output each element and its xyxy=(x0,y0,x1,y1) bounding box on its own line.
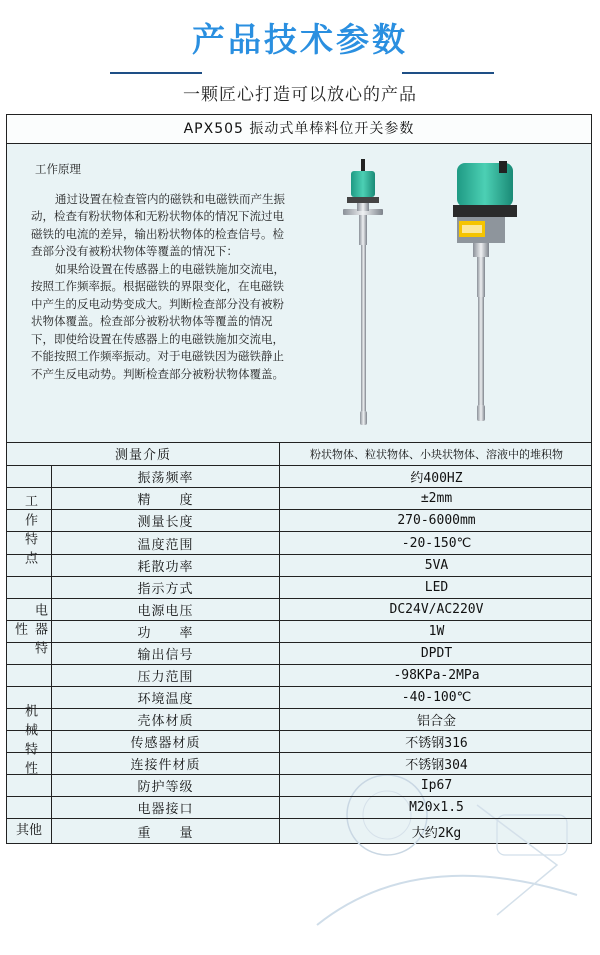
spec-value: 1W xyxy=(279,621,593,642)
spec-row xyxy=(7,819,591,843)
spec-row xyxy=(7,599,591,621)
spec-value: 270-6000mm xyxy=(279,510,593,531)
spec-value: LED xyxy=(279,577,593,598)
spec-value: 不锈钢304 xyxy=(279,753,593,774)
medium-row xyxy=(7,442,591,466)
divider-left xyxy=(110,72,202,74)
category-working: 工作特点 xyxy=(7,466,51,599)
spec-row xyxy=(7,709,591,731)
spec-row xyxy=(7,797,591,819)
spec-value: 大约2Kg xyxy=(279,819,593,843)
page-title: 产品技术参数 xyxy=(192,20,408,59)
spec-label: 功 率 xyxy=(51,621,279,642)
spec-value: 铝合金 xyxy=(279,709,593,730)
spec-label: 电源电压 xyxy=(51,599,279,620)
medium-label: 测量介质 xyxy=(114,448,171,463)
category-mechanical: 机械特性 xyxy=(7,665,51,819)
spec-label: 重 量 xyxy=(51,819,279,843)
principle-paragraph-1: 通过设置在检查管内的磁铁和电磁铁而产生振动，检查有粉状物体和无粉状物体的情况下流过电磁铁的电流的差异，输出粉状物体的检查信号。检查部分没有被粉状物体等覆盖的情况下： xyxy=(31,191,285,258)
spec-row xyxy=(7,621,591,643)
principle-heading: 工作原理 xyxy=(35,162,81,176)
spec-label: 温度范围 xyxy=(51,532,279,554)
spec-row xyxy=(7,532,591,555)
spec-value: 5VA xyxy=(279,555,593,576)
principle-text xyxy=(31,161,287,383)
spec-value: -20-150℃ xyxy=(279,532,593,554)
spec-label: 传感器材质 xyxy=(51,731,279,752)
spec-row xyxy=(7,643,591,665)
category-other: 其他 xyxy=(15,823,42,838)
spec-label: 测量长度 xyxy=(51,510,279,531)
spec-label: 压力范围 xyxy=(51,665,279,686)
table-caption: APX505 振动式单棒料位开关参数 xyxy=(7,115,591,144)
spec-value: DC24V/AC220V xyxy=(279,599,593,620)
spec-value: DPDT xyxy=(279,643,593,664)
spec-label: 连接件材质 xyxy=(51,753,279,774)
spec-value: 不锈钢316 xyxy=(279,731,593,752)
spec-label: 防护等级 xyxy=(51,775,279,796)
spec-row xyxy=(7,466,591,488)
principle-section xyxy=(7,143,591,443)
spec-value: Ip67 xyxy=(279,775,593,796)
spec-label: 电器接口 xyxy=(51,797,279,818)
spec-value: -40-100℃ xyxy=(279,687,593,708)
spec-value: ±2mm xyxy=(279,488,593,509)
spec-value: M20x1.5 xyxy=(279,797,593,818)
spec-value: 约400HZ xyxy=(279,466,593,487)
spec-row xyxy=(7,510,591,532)
spec-label: 输出信号 xyxy=(51,643,279,664)
category-electrical: 电器特性 xyxy=(7,599,51,665)
spec-row xyxy=(7,775,591,797)
divider-right xyxy=(402,72,494,74)
spec-row xyxy=(7,687,591,709)
spec-value: -98KPa-2MPa xyxy=(279,665,593,686)
spec-row xyxy=(7,555,591,577)
spec-label: 壳体材质 xyxy=(51,709,279,730)
spec-label: 指示方式 xyxy=(51,577,279,598)
spec-row xyxy=(7,488,591,510)
spec-label: 精 度 xyxy=(51,488,279,509)
product-image xyxy=(307,149,587,439)
spec-label: 耗散功率 xyxy=(51,555,279,576)
spec-row xyxy=(7,731,591,753)
spec-row xyxy=(7,665,591,687)
principle-paragraph-2: 如果给设置在传感器上的电磁铁施加交流电，按照工作频率振。根据磁铁的界限变化，在电磁铁中产生的反电动势变成大。判断检查部分没有被粉状物体覆盖。检查部分被粉状物体等覆盖的情况下，即使给设置在传感器上的电磁铁施加交流电，不能按照工作频率振动。对于电磁铁因为磁铁静止不产生反电动势。判断检查部分被粉状物体覆盖。 xyxy=(31,261,285,381)
spec-row xyxy=(7,753,591,775)
medium-value: 粉状物体、粒状物体、小块状物体、溶液中的堆积物 xyxy=(279,442,593,465)
spec-label: 环境温度 xyxy=(51,687,279,708)
spec-table xyxy=(6,114,592,844)
spec-label: 振荡频率 xyxy=(51,466,279,487)
page-subtitle: 一颗匠心打造可以放心的产品 xyxy=(183,85,417,105)
spec-row xyxy=(7,577,591,599)
